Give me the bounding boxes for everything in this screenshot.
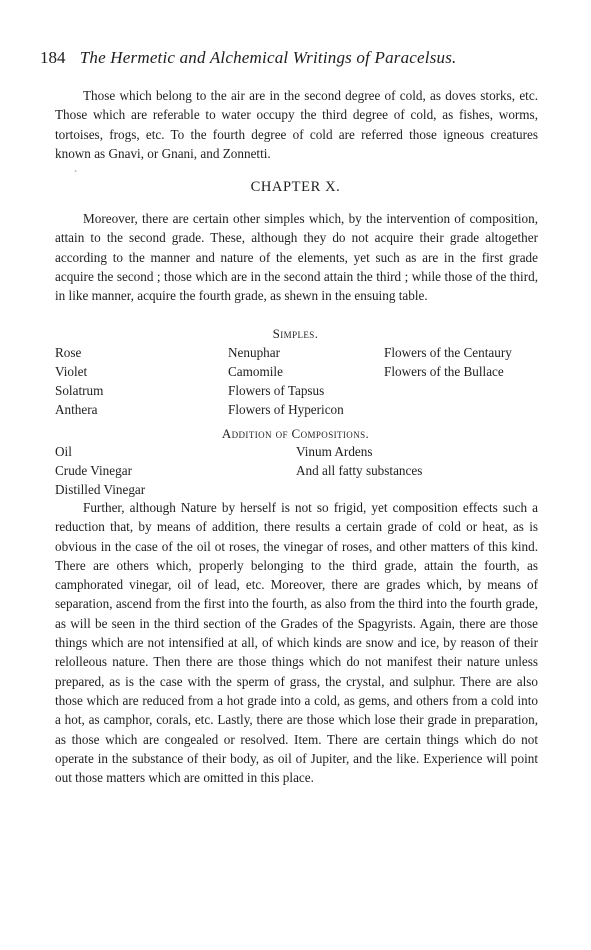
chapter-paragraph-block [55, 209, 538, 305]
table-cell: Vinum Ardens [296, 444, 373, 459]
table-cell: And all fatty substances [296, 463, 423, 478]
table-cell: Flowers of the Centaury [384, 345, 512, 360]
simples-column-3 [384, 343, 512, 381]
running-title: The Hermetic and Alchemical Writings of Paracelsus. [79, 48, 457, 67]
simples-column-2 [228, 343, 344, 419]
simples-column-1 [55, 343, 103, 419]
table-cell: Nenuphar [228, 345, 280, 360]
intro-paragraph-block [55, 86, 538, 163]
compositions-column-1 [55, 442, 145, 499]
compositions-column-2 [296, 442, 422, 480]
chapter-paragraph: Moreover, there are certain other simples which, by the intervention of composition, attain to the second grade. These, although they do not acquire their grade altogether according to the manner and nature of the elements, yet such as are in the first grade acquire the second ; those which are in the second attain the third ; while those of the third, in like manner, acquire the fourth grade, as shewn in the ensuing table. [55, 211, 538, 304]
table-cell: Oil [55, 444, 72, 459]
table-cell: Distilled Vinegar [55, 482, 146, 497]
stray-mark: ` [74, 170, 78, 181]
table-cell: Flowers of Tapsus [228, 383, 325, 398]
table-cell: Flowers of Hypericon [228, 402, 344, 417]
closing-paragraph: Further, although Nature by herself is not so frigid, yet composition effects such a reduction that, by means of addition, there results a certain grade of cold or heat, as is obvious in the case of the oil ot roses, the vinegar of roses, and other matters of this kind. There are others which, properly belonging to the third grade, attain the fourth, as camphorated vinegar, oil of lead, etc. Moreover, there are grades which, by means of separation, ascend from the first into the fourth, as also from the third into the fourth grade, as will be seen in the third section of the Grades of the Spagyrists. Again, there are those things which are not intensified at all, of which kinds are snow and ice, by reason of their relolleous nature. Then there are those things which do not manifest their nature unless prepared, as is the case with the sperm of grass, the crystal, and sulphur. There are also those which are reduced from a hot grade into a cold, as gems, and others from a cold into a hot, as camphor, corals, etc. Lastly, there are those which lose their grade in preparation, as those which are congealed or resolved. Item. There are certain things which do not operate in the substance of their body, as oil of Jupiter, and the like. Experience will point out those matters which are omitted in this place. [55, 500, 538, 786]
chapter-title: CHAPTER X. [250, 179, 341, 195]
table-cell: Crude Vinegar [55, 463, 132, 478]
table-cell: Anthera [55, 402, 98, 417]
table-cell: Flowers of the Bullace [384, 364, 504, 379]
running-header [40, 48, 552, 68]
compositions-heading: Addition of Compositions. [221, 426, 370, 441]
table-cell: Solatrum [55, 383, 104, 398]
table-cell: Rose [55, 345, 82, 360]
intro-paragraph: Those which belong to the air are in the second degree of cold, as doves storks, etc. Those which are referable to water occupy the third degree of cold, as fishes, worms, tortoises, frogs, etc. To the fourth degree of cold are referred those igneous creatures known as Gnavi, or Gnani, and Zonnetti. [55, 88, 538, 161]
closing-paragraph-block [55, 498, 538, 787]
table-cell: Camomile [228, 364, 283, 379]
table-cell: Violet [55, 364, 88, 379]
simples-heading: Simples. [272, 326, 319, 341]
page-number: 184 [40, 48, 66, 67]
